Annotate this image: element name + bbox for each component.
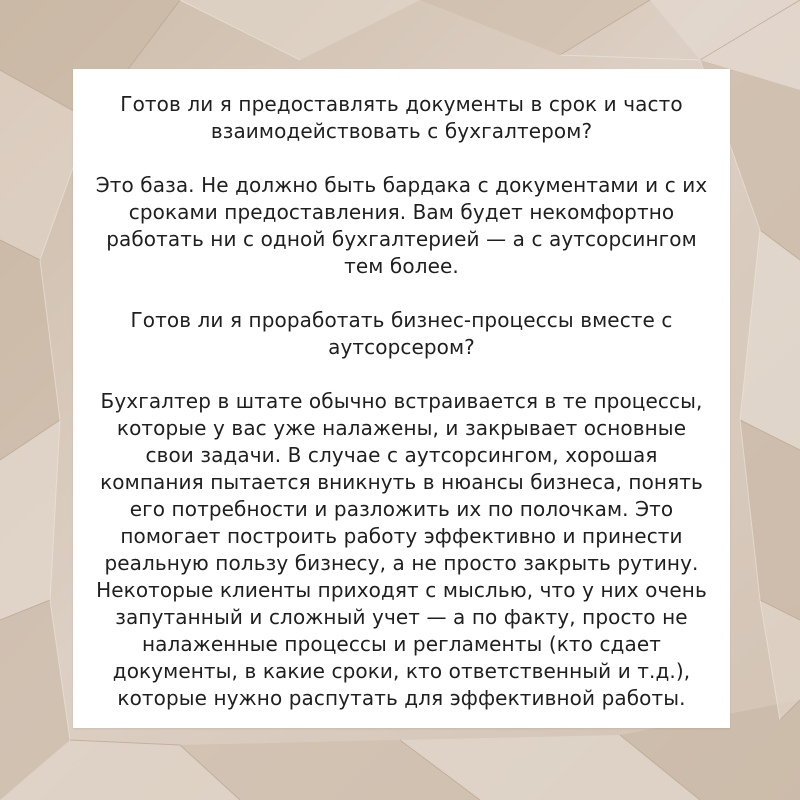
content-card — [73, 69, 730, 728]
article-text — [93, 91, 710, 712]
question-heading-2: Готов ли я проработать бизнес-процессы вместе с аутсорсером? — [130, 308, 673, 359]
question-heading-1: Готов ли я предоставлять документы в срок и часто взаимодействовать с бухгалтером? — [120, 92, 683, 143]
answer-paragraph-2: Бухгалтер в штате обычно встраивается в те процессы, которые у вас уже налажены, и закрывает основные свои задачи. В случае с аутсорсингом, хорошая компания пытается вникнуть в нюансы бизнеса, понять его потребности и разложить их по полочкам. Это помогает построить работу эффективно и принести реальную пользу бизнесу, а не просто закрыть рутину. Некоторые клиенты приходят с мыслью, что у них очень запутанный и сложный учет — а по факту, просто не налаженные процессы и регламенты (кто сдает документы, в какие сроки, кто ответственный и т.д.), которые нужно распутать для эффективной работы. — [96, 389, 707, 710]
answer-paragraph-1: Это база. Не должно быть бардака с документами и с их сроками предоставления. Вам будет некомфортно работать ни с одной бухгалтерией — а с аутсорсингом тем более. — [95, 173, 708, 278]
